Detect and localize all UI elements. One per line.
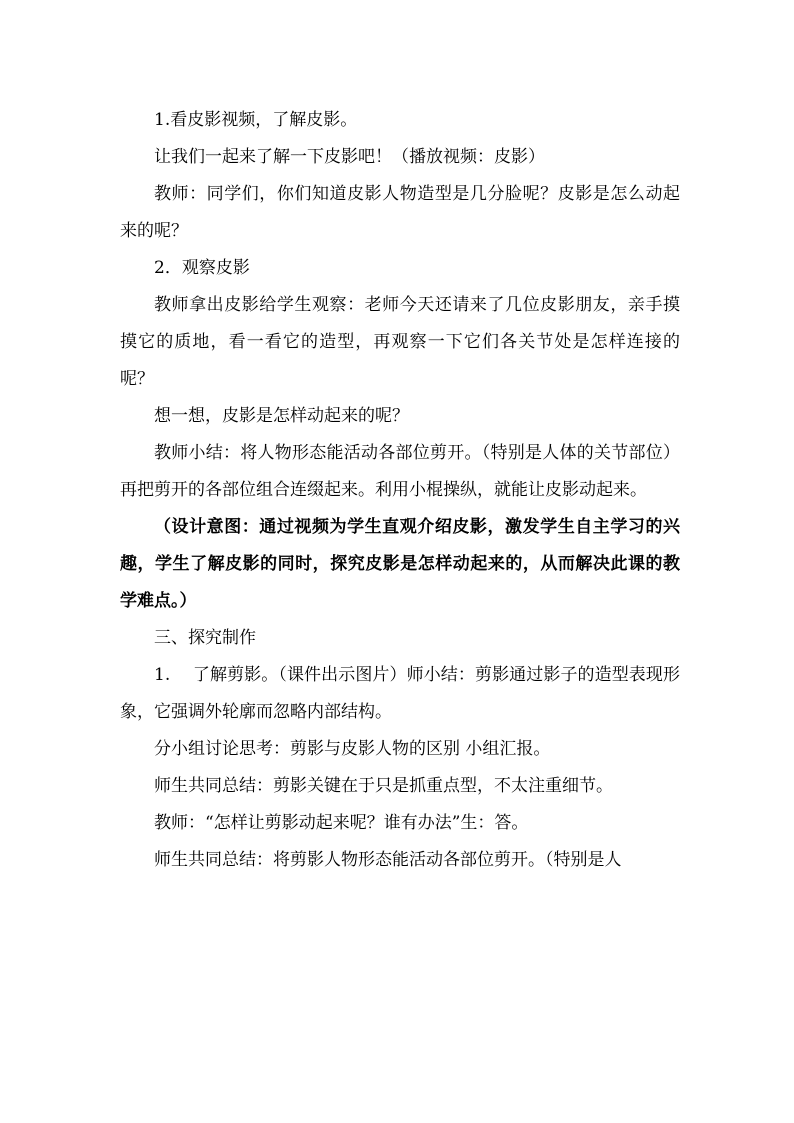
paragraph-observe-shadow-puppets: 教师拿出皮影给学生观察：老师今天还请来了几位皮影朋友，亲手摸摸它的质地，看一看它的造型，再观察一下它们各关节处是怎样连接的呢？ [120,295,680,389]
paragraph-teacher-summary: 教师小结：将人物形态能活动各部位剪开。（特别是人体的关节部位）再把剪开的各部位组合连缀起来。利用小棍操纵，就能让皮影动起来。 [120,443,680,500]
paragraph-group-discussion: 分小组讨论思考：剪影与皮影人物的区别 小组汇报。 [154,739,551,759]
paragraph-silhouette-intro: 1. 了解剪影。（课件出示图片）师小结：剪影通过影子的造型表现形象，它强调外轮廓而忽略内部结构。 [120,665,680,722]
document-body [120,102,680,879]
paragraph-teacher-question: 教师：同学们，你们知道皮影人物造型是几分脸呢？皮影是怎么动起来的呢？ [120,184,680,241]
paragraph-joint-summary-1: 师生共同总结：剪影关键在于只是抓重点型，不太注重细节。 [154,776,613,796]
paragraph-play-video: 让我们一起来了解一下皮影吧！（播放视频：皮影） [154,147,545,167]
paragraph-teacher-dialogue: 教师：“怎样让剪影动起来呢？谁有办法”生：答。 [154,813,529,833]
step-heading-watch-video: 1.看皮影视频，了解皮影。 [154,110,358,130]
paragraph-design-intent: （设计意图：通过视频为学生直观介绍皮影，激发学生自主学习的兴趣，学生了解皮影的同时，探究皮影是怎样动起来的，从而解决此课的教学难点。） [120,517,680,611]
paragraph-think: 想一想，皮影是怎样动起来的呢？ [154,406,409,426]
step-heading-observe: 2．观察皮影 [154,258,250,278]
section-heading-explore: 三、探究制作 [154,628,256,648]
paragraph-joint-summary-2: 师生共同总结：将剪影人物形态能活动各部位剪开。（特别是人 [154,850,622,870]
